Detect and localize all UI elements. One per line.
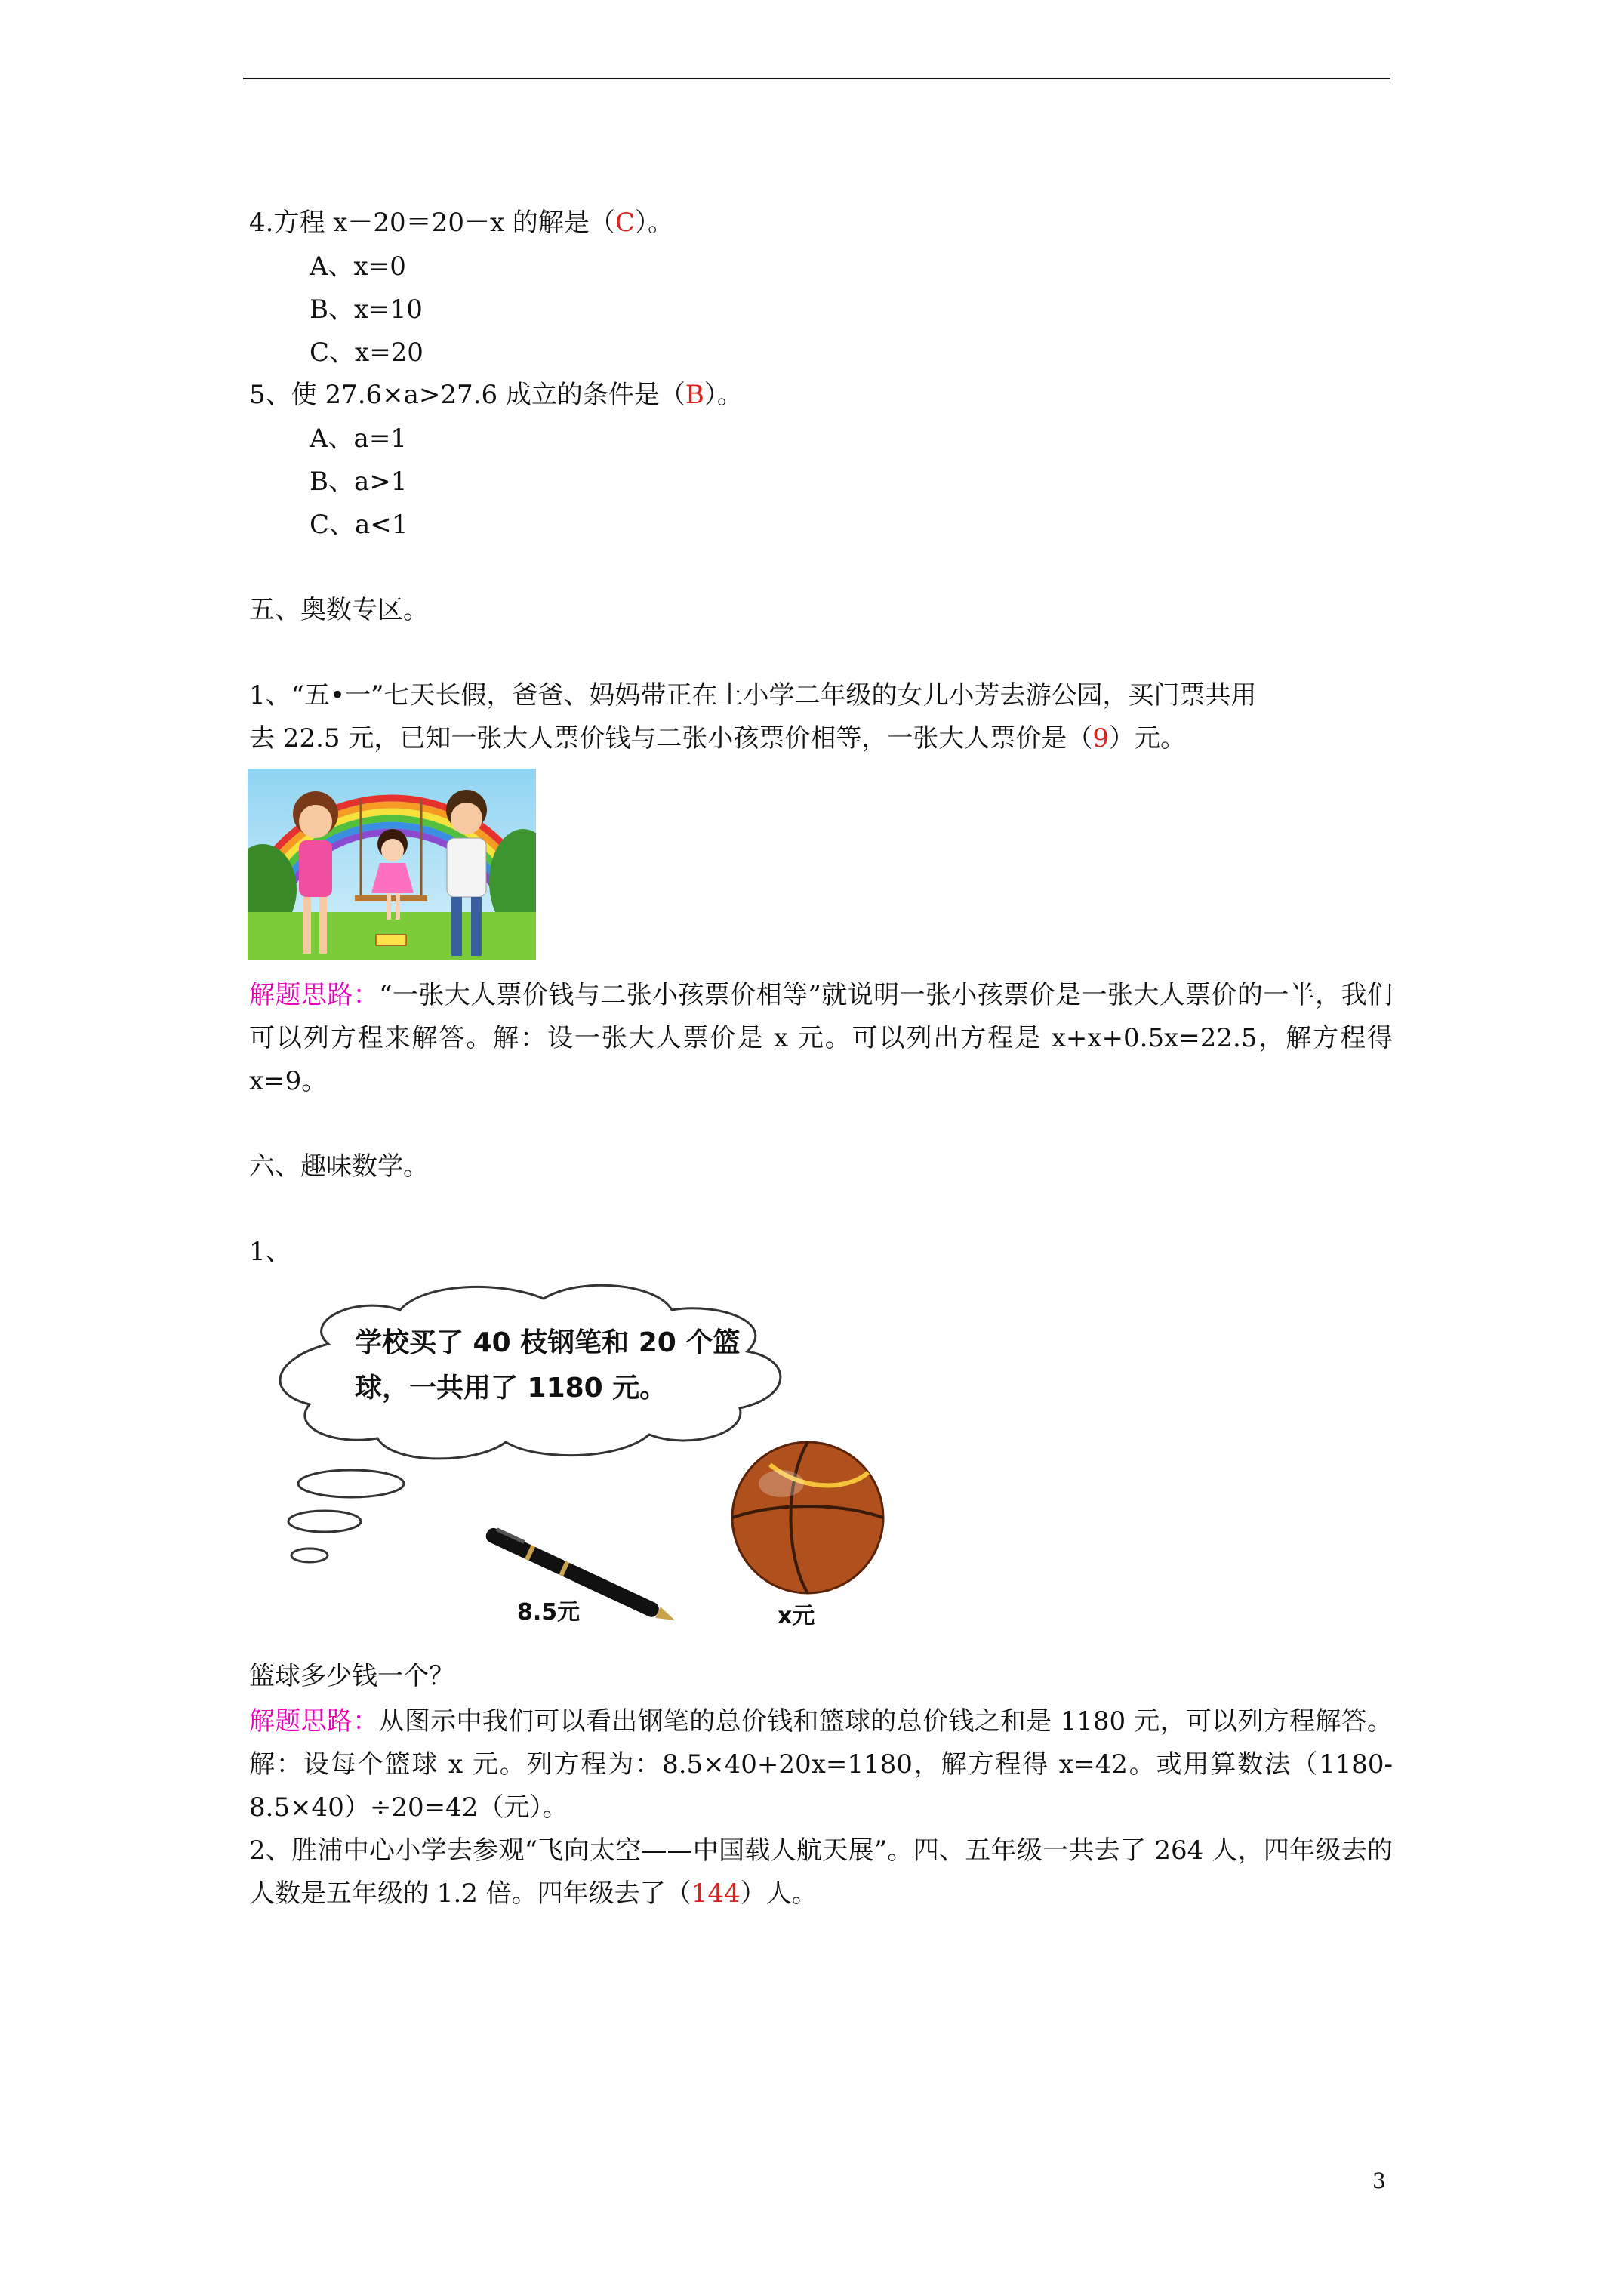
page-number: 3 <box>1372 2168 1386 2193</box>
q5-option-c: C、a<1 <box>310 510 408 540</box>
section6-hint-text: 从图示中我们可以看出钢笔的总价钱和篮球的总价钱之和是 1180 元，可以列方程解答。解：设每个篮球 x 元。列方程为：8.5×40+20x=1180，解方程得 x=42。或用算数法（1180-8.5×40）÷20=42（元）。 <box>249 1706 1393 1823</box>
family-illustration <box>248 769 536 960</box>
section6-q2-answer: 144 <box>691 1878 741 1909</box>
section6-q1-label: 1、 <box>249 1237 291 1267</box>
q5-stem: 5、使 27.6×a>27.6 成立的条件是（B）。 <box>249 380 743 410</box>
section5-q1-answer: 9 <box>1092 723 1109 754</box>
section5-q1-line1: 1、“五•一”七天长假，爸爸、妈妈带正在上小学二年级的女儿小芳去游公园，买门票共用 <box>249 680 1257 710</box>
pen-icon <box>484 1524 679 1627</box>
section5-q1-line2: 去 22.5 元，已知一张大人票价钱与二张小孩票价相等，一张大人票价是（9）元。 <box>249 723 1186 754</box>
q4-answer: C <box>614 208 635 238</box>
cloud-text-line1: 学校买了 40 枝钢笔和 20 个篮 <box>355 1327 741 1358</box>
section5-hint-text: “一张大人票价钱与二张小孩票价相等”就说明一张小孩票价是一张大人票价的一半，我们可以列方程来解答。解：设一张大人票价是 x 元。可以列出方程是 x+x+0.5x=22.5，解方程得 x=9。 <box>249 980 1394 1096</box>
q5-option-b: B、a>1 <box>310 467 408 497</box>
q4-option-a: A、x=0 <box>310 251 406 282</box>
section6-hint <box>249 1700 1393 1829</box>
section5-title: 五、奥数专区。 <box>249 595 429 625</box>
section5-hint <box>249 974 1393 1103</box>
q4-option-c: C、x=20 <box>310 337 423 368</box>
section6-q1-question: 篮球多少钱一个？ <box>249 1661 454 1691</box>
cloud-text-line2: 球，一共用了 1180 元。 <box>355 1373 667 1404</box>
ball-price-label: x元 <box>778 1603 815 1629</box>
section6-q2: 2、胜浦中心小学去参观“飞向太空——中国载人航天展”。四、五年级一共去了 264 人，四年级去的人数是五年级的 1.2 倍。四年级去了（144）人。 <box>249 1835 1393 1909</box>
q4-option-b: B、x=10 <box>310 294 423 325</box>
q4-stem: 4.方程 x－20＝20－x 的解是（C）。 <box>249 208 673 238</box>
q5-option-a: A、a=1 <box>310 424 407 454</box>
pen-basketball-figure <box>249 1276 913 1638</box>
section5-hint-label: 解题思路： <box>249 980 380 1010</box>
section6-title: 六、趣味数学。 <box>249 1151 429 1182</box>
header-rule <box>243 78 1390 79</box>
q5-answer: B <box>685 380 704 410</box>
pen-price-label: 8.5元 <box>517 1599 581 1626</box>
section6-hint-label: 解题思路： <box>249 1706 379 1737</box>
basketball-icon <box>732 1442 883 1593</box>
